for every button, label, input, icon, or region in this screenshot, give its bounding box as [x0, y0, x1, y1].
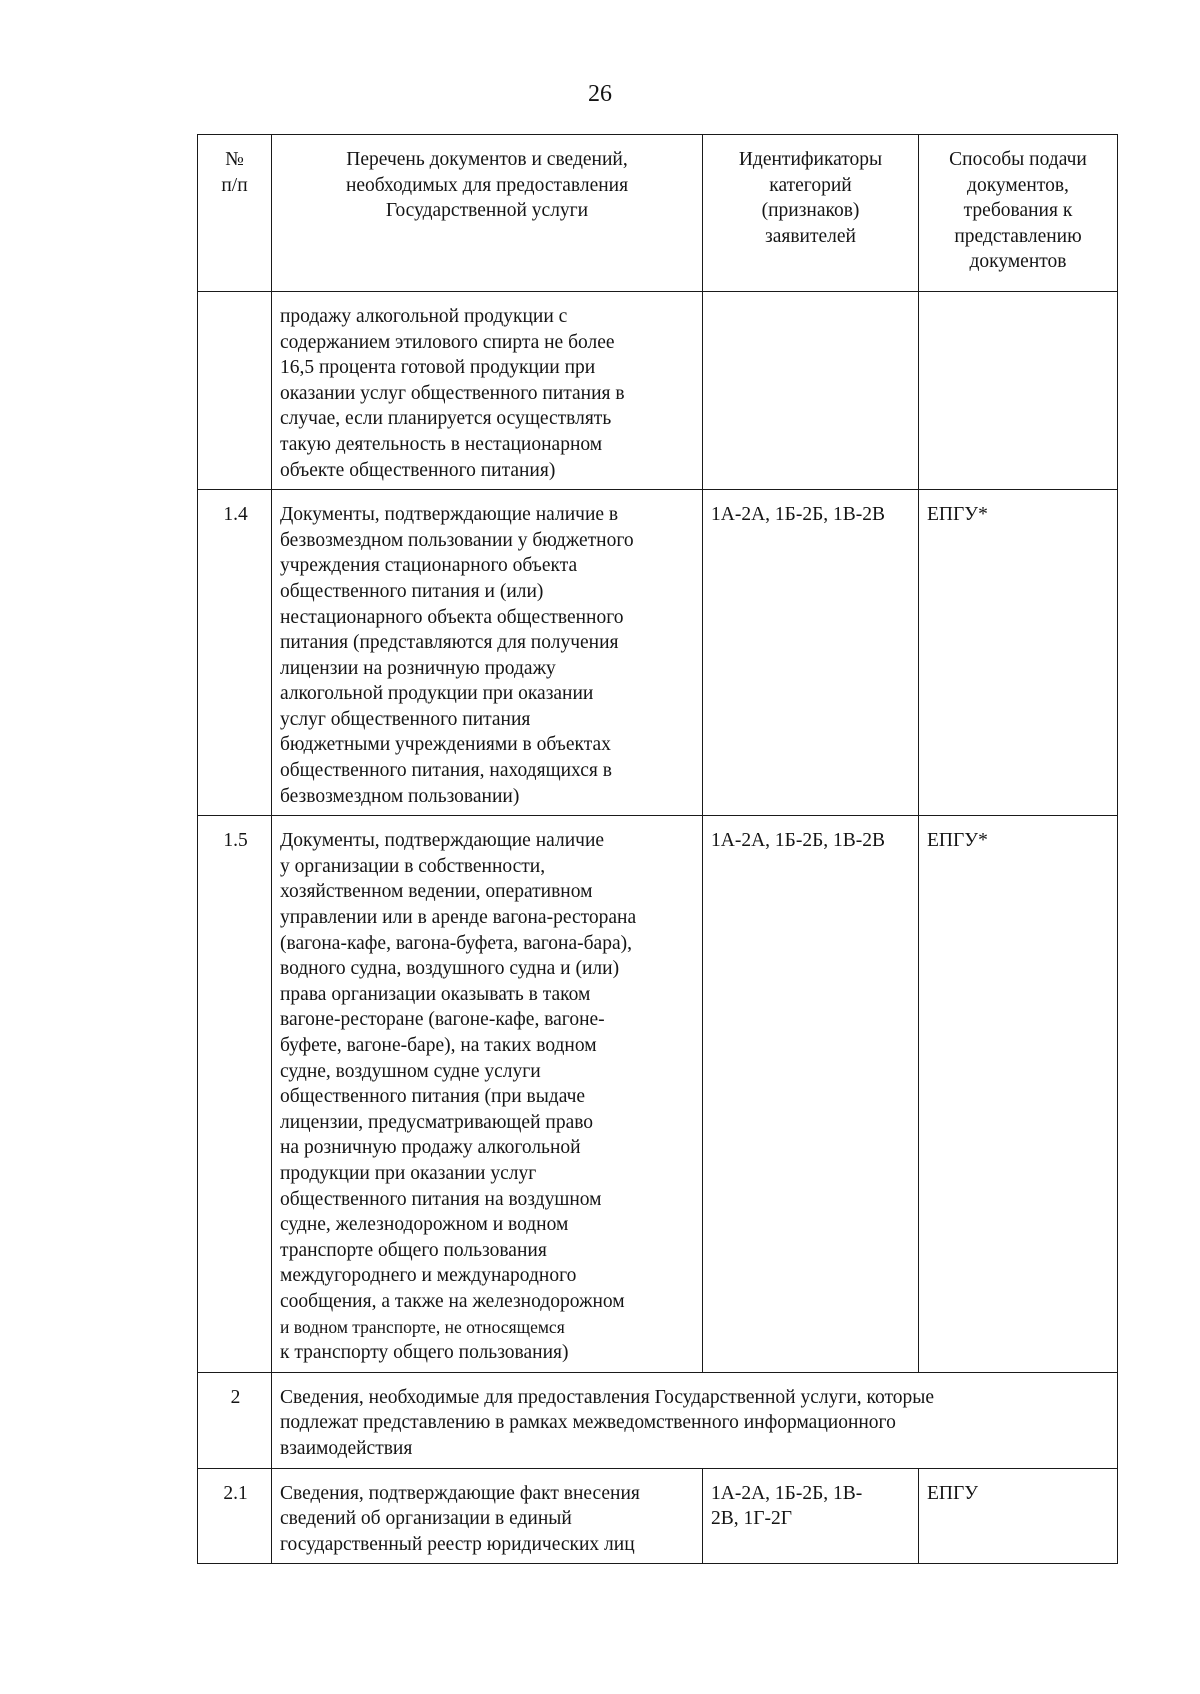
- document-line: Документы, подтверждающие наличие: [280, 830, 605, 852]
- document-line: на розничную продажу алкогольной: [280, 1137, 581, 1159]
- table-row-continuation: [198, 291, 1118, 489]
- document-line: к транспорту общего пользования): [280, 1342, 569, 1364]
- document-line: бюджетными учреждениями в объектах: [280, 734, 611, 756]
- document-line: общественного питания на воздушном: [280, 1188, 602, 1210]
- document-line: хозяйственном ведении, оперативном: [280, 881, 593, 903]
- document-line: управлении или в аренде вагона-ресторана: [280, 907, 637, 929]
- document-line: (вагона-кафе, вагона-буфета, вагона-бара),: [280, 932, 632, 954]
- header-methods-line: документов,: [967, 174, 1069, 196]
- section-line: подлежат представлению в рамках межведомственного информационного: [280, 1412, 896, 1434]
- row-method-cell: [919, 291, 1118, 489]
- header-methods: [919, 135, 1118, 292]
- document-line: Сведения, подтверждающие факт внесения: [280, 1482, 640, 1504]
- document-line: государственный реестр юридических лиц: [280, 1533, 635, 1555]
- header-identifiers-line: (признаков): [761, 200, 860, 222]
- table-row-1-5: [198, 816, 1118, 1372]
- document-line: учреждения стационарного объекта: [280, 555, 578, 577]
- document-line: 16,5 процента готовой продукции при: [280, 357, 596, 379]
- row-method-cell: ЕПГУ*: [919, 490, 1118, 816]
- header-identifiers: [703, 135, 919, 292]
- row-identifiers-cell: 1А-2А, 1Б-2Б, 1В-2В: [703, 816, 919, 1372]
- document-line: буфете, вагоне-баре), на таких водном: [280, 1035, 597, 1056]
- document-line: сообщения, а также на железнодорожном: [280, 1290, 625, 1312]
- row-method-cell: ЕПГУ: [919, 1468, 1118, 1564]
- row-num-cell: 2: [198, 1372, 272, 1468]
- document-line: содержанием этилового спирта не более: [280, 331, 615, 353]
- document-line: у организации в собственности,: [280, 855, 546, 877]
- header-num: [198, 135, 272, 292]
- document-line: безвозмездном пользовании): [280, 785, 520, 807]
- document-line: междугороднего и международного: [280, 1265, 577, 1287]
- table-header-row: [198, 135, 1118, 292]
- header-documents-line: Перечень документов и сведений,: [346, 149, 628, 170]
- document-line: продукции при оказании услуг: [280, 1162, 537, 1184]
- row-num-cell: 1.5: [198, 816, 272, 1372]
- document-line: нестационарного объекта общественного: [280, 606, 624, 628]
- documents-table: [197, 134, 1118, 1564]
- table-row-1-4: [198, 490, 1118, 816]
- document-line: судне, железнодорожном и водном: [280, 1214, 569, 1236]
- document-line: судне, воздушном судне услуги: [280, 1060, 541, 1082]
- section-line: взаимодействия: [280, 1437, 413, 1459]
- row-document-cell: [272, 1468, 703, 1564]
- page-number: 26: [588, 81, 612, 107]
- header-methods-line: документов: [969, 251, 1067, 273]
- table-row-2-1: [198, 1468, 1118, 1564]
- document-line: лицензии, предусматривающей право: [280, 1111, 594, 1133]
- document-line: сведений об организации в единый: [280, 1508, 572, 1530]
- document-line: вагоне-ресторане (вагоне-кафе, вагоне-: [280, 1009, 605, 1031]
- section-line: Сведения, необходимые для предоставления Государственной услуги, которые: [280, 1386, 935, 1408]
- header-identifiers-line: заявителей: [765, 225, 856, 247]
- document-line: и водном транспорте, не относящемся: [280, 1316, 565, 1337]
- header-methods-line: Способы подачи: [949, 149, 1087, 170]
- row-num-cell: [198, 291, 272, 489]
- document-line: такую деятельность в нестационарном: [280, 433, 603, 455]
- document-line: объекте общественного питания): [280, 459, 556, 481]
- document-line: продажу алкогольной продукции с: [280, 305, 568, 327]
- header-methods-line: представлению: [954, 225, 1082, 247]
- document-line: безвозмездном пользовании у бюджетного: [280, 529, 634, 551]
- row-identifiers-cell: [703, 291, 919, 489]
- row-identifiers-cell: [703, 1468, 919, 1564]
- row-method-cell: ЕПГУ*: [919, 816, 1118, 1372]
- header-documents-line: Государственной услуги: [385, 200, 589, 222]
- document-line: водного судна, воздушного судна и (или): [280, 958, 620, 980]
- header-num-line: №: [225, 149, 244, 170]
- document-line: общественного питания (при выдаче: [280, 1086, 586, 1108]
- table-row-2: [198, 1372, 1118, 1468]
- document-line: услуг общественного питания: [280, 708, 531, 730]
- header-methods-line: требования к: [963, 200, 1073, 222]
- document-line: питания (представляются для получения: [280, 632, 619, 654]
- document-line: лицензии на розничную продажу: [280, 657, 556, 679]
- header-documents-line: необходимых для предоставления: [345, 174, 629, 196]
- header-num-line: п/п: [221, 174, 248, 196]
- row-num-cell: 2.1: [198, 1468, 272, 1564]
- identifiers-line: 1А-2А, 1Б-2Б, 1В-: [711, 1482, 863, 1504]
- row-num-cell: 1.4: [198, 490, 272, 816]
- section-heading-cell: [272, 1372, 1118, 1468]
- document-line: случае, если планируется осуществлять: [280, 408, 612, 430]
- header-identifiers-line: категорий: [769, 174, 852, 196]
- document-line: права организации оказывать в таком: [280, 983, 591, 1005]
- document-line: общественного питания, находящихся в: [280, 760, 612, 782]
- document-line: алкогольной продукции при оказании: [280, 683, 594, 705]
- header-identifiers-line: Идентификаторы: [738, 149, 883, 170]
- row-document-cell: [272, 490, 703, 816]
- identifiers-line: 2В, 1Г-2Г: [711, 1508, 793, 1530]
- document-line: транспорте общего пользования: [280, 1239, 547, 1261]
- row-identifiers-cell: 1А-2А, 1Б-2Б, 1В-2В: [703, 490, 919, 816]
- document-line: общественного питания и (или): [280, 580, 544, 602]
- document-line: Документы, подтверждающие наличие в: [280, 504, 619, 526]
- row-document-cell: [272, 816, 703, 1372]
- document-line: оказании услуг общественного питания в: [280, 382, 625, 404]
- header-documents: [272, 135, 703, 292]
- row-document-cell: [272, 291, 703, 489]
